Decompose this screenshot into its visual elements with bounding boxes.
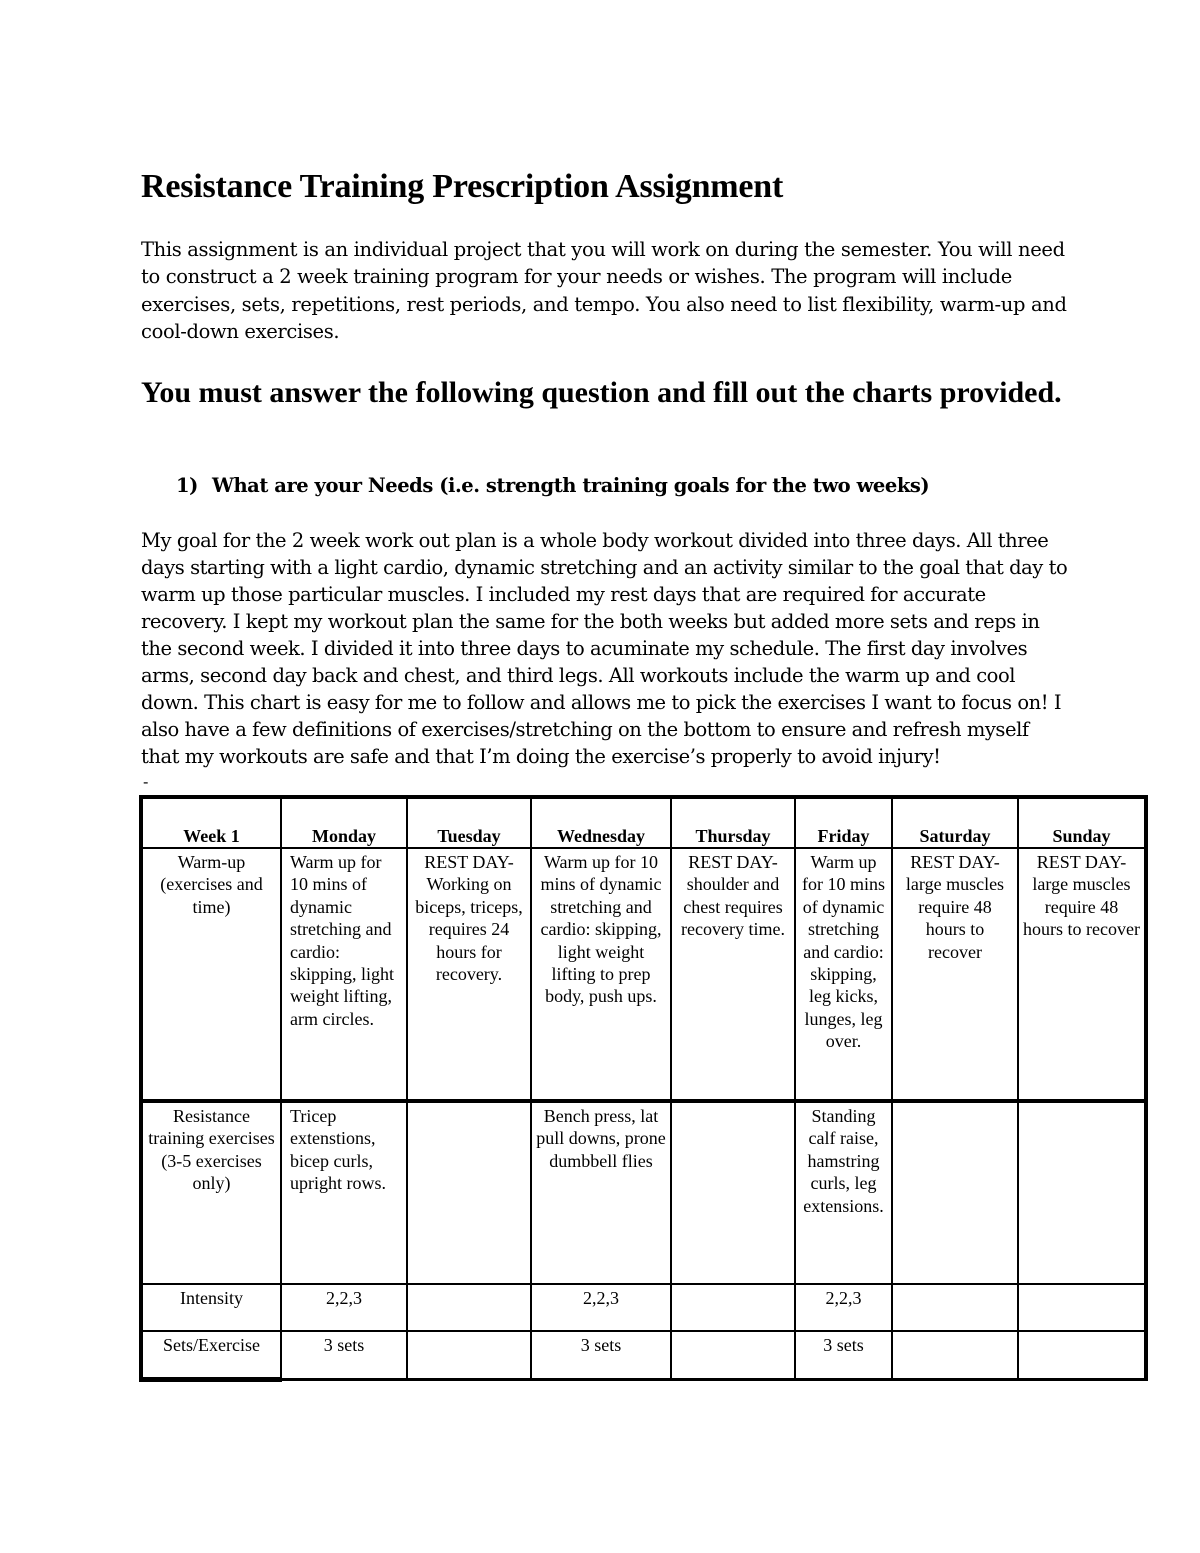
table-cell: REST DAY- shoulder and chest requires recovery time. xyxy=(671,848,795,1101)
table-cell xyxy=(1018,1331,1146,1380)
table-header-row xyxy=(141,797,1146,848)
table-cell: Warm up for 10 mins of dynamic stretching and cardio: skipping, light weight lifting to prep body, push ups. xyxy=(531,848,671,1101)
table-cell xyxy=(407,1101,531,1284)
training-schedule-table xyxy=(139,795,1148,1382)
table-cell xyxy=(892,1331,1018,1380)
header-sunday: Sunday xyxy=(1018,797,1146,848)
instructions-heading: You must answer the following question and fill out the charts provided. xyxy=(141,376,1062,409)
table-cell: 3 sets xyxy=(281,1331,407,1380)
header-saturday: Saturday xyxy=(892,797,1018,848)
table-cell xyxy=(892,1101,1018,1284)
question-number: 1) xyxy=(176,474,198,497)
header-friday: Friday xyxy=(795,797,892,848)
table-row-resistance xyxy=(141,1101,1146,1284)
question-1 xyxy=(176,474,929,497)
table-cell: 3 sets xyxy=(795,1331,892,1380)
row-label: Intensity xyxy=(141,1284,281,1331)
table-cell xyxy=(671,1101,795,1284)
document-title: Resistance Training Prescription Assignment xyxy=(141,168,784,205)
table-cell xyxy=(1018,1101,1146,1284)
table-cell xyxy=(407,1331,531,1380)
table-cell: Standing calf raise, hamstring curls, leg extensions. xyxy=(795,1101,892,1284)
table-cell: Warm up for 10 mins of dynamic stretching and cardio: skipping, leg kicks, lunges, leg over. xyxy=(795,848,892,1101)
dash-marker: - xyxy=(143,772,149,791)
table-cell xyxy=(671,1284,795,1331)
table-row-sets xyxy=(141,1331,1146,1380)
header-thursday: Thursday xyxy=(671,797,795,848)
intro-paragraph: This assignment is an individual project that you will work on during the semester. You will need to construct a 2 week training program for your needs or wishes. The program will include exercises, sets, repetitions, rest periods, and tempo. You also need to list flexibility, warm-up and cool-down exercises. xyxy=(141,238,1067,343)
header-monday: Monday xyxy=(281,797,407,848)
table-cell: 3 sets xyxy=(531,1331,671,1380)
table-cell: Tricep extenstions, bicep curls, upright rows. xyxy=(281,1101,407,1284)
header-wednesday: Wednesday xyxy=(531,797,671,848)
answer-paragraph: My goal for the 2 week work out plan is a whole body workout divided into three days. All three days starting with a light cardio, dynamic stretching and an activity similar to the goal that day to warm up those particular muscles. I included my rest days that are required for accurate recovery. I kept my workout plan the same for the both weeks but added more sets and reps in the second week. I divided it into three days to acuminate my schedule. The first day involves arms, second day back and chest, and third legs. All workouts include the warm up and cool down. This chart is easy for me to follow and allows me to pick the exercises I want to focus on! I also have a few definitions of exercises/stretching on the bottom to ensure and refresh myself that my workouts are safe and that I’m doing the exercise’s properly to avoid injury! xyxy=(141,529,1068,768)
table-row-intensity xyxy=(141,1284,1146,1331)
table-cell: Bench press, lat pull downs, prone dumbbell flies xyxy=(531,1101,671,1284)
table-cell xyxy=(1018,1284,1146,1331)
table-cell: 2,2,3 xyxy=(281,1284,407,1331)
table-cell: REST DAY- large muscles require 48 hours to recover xyxy=(1018,848,1146,1101)
header-week: Week 1 xyxy=(141,797,281,848)
table-cell: REST DAY- large muscles require 48 hours to recover xyxy=(892,848,1018,1101)
table-cell: 2,2,3 xyxy=(795,1284,892,1331)
row-label: Resistance training exercises (3-5 exercises only) xyxy=(141,1101,281,1284)
row-label: Warm-up (exercises and time) xyxy=(141,848,281,1101)
table-cell: REST DAY- Working on biceps, triceps, requires 24 hours for recovery. xyxy=(407,848,531,1101)
row-label: Sets/Exercise xyxy=(141,1331,281,1380)
question-text: What are your Needs (i.e. strength training goals for the two weeks) xyxy=(212,474,930,497)
table-cell xyxy=(407,1284,531,1331)
table-cell: 2,2,3 xyxy=(531,1284,671,1331)
header-tuesday: Tuesday xyxy=(407,797,531,848)
table-row-warmup xyxy=(141,848,1146,1101)
table-cell xyxy=(892,1284,1018,1331)
table-cell xyxy=(671,1331,795,1380)
table-cell: Warm up for 10 mins of dynamic stretching and cardio: skipping, light weight lifting, arm circles. xyxy=(281,848,407,1101)
